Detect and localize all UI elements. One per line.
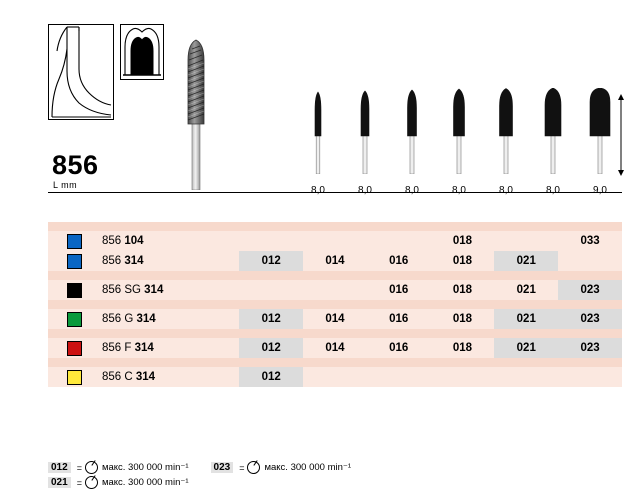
footnote-size-code: 023 [211, 462, 234, 473]
size-cell[interactable]: 021 [494, 251, 558, 271]
table-row[interactable] [48, 231, 622, 251]
bur-length-label: 8,0 [546, 185, 560, 196]
product-name-prefix: 856 SG [101, 284, 141, 296]
product-name-suffix: 314 [136, 313, 156, 325]
size-cell[interactable]: 018 [431, 280, 495, 300]
bur-length-label: 8,0 [405, 185, 419, 196]
product-name-prefix: 856 [101, 255, 122, 267]
table-row[interactable] [48, 309, 622, 329]
product-name-suffix: 314 [135, 371, 156, 383]
size-cell[interactable] [303, 280, 367, 300]
height-arrow [616, 94, 626, 176]
product-name-prefix: 856 [101, 235, 122, 247]
size-cell[interactable] [558, 367, 622, 387]
table-band [48, 271, 622, 280]
table-band [48, 358, 622, 367]
size-cell[interactable]: 014 [303, 338, 367, 358]
size-cell[interactable]: 016 [367, 338, 431, 358]
bur-shape-icon [400, 88, 424, 174]
table-row[interactable] [48, 367, 622, 387]
color-swatch-cell [48, 367, 102, 387]
table-row[interactable] [48, 338, 622, 358]
size-cell[interactable] [431, 367, 495, 387]
table-band [48, 329, 622, 338]
sizes-table [48, 222, 622, 387]
bur-variant [437, 88, 481, 174]
size-cell[interactable] [239, 231, 303, 251]
product-name-cell [102, 231, 239, 251]
size-cell[interactable] [494, 231, 558, 251]
crown-cross-section-drawing [121, 25, 163, 79]
table-band [48, 222, 622, 231]
product-name-cell [102, 367, 239, 387]
bur-size-strip [296, 86, 626, 196]
size-cell[interactable]: 018 [431, 309, 495, 329]
product-name-suffix: 314 [144, 284, 164, 296]
size-cell[interactable]: 012 [239, 367, 303, 387]
crown-cross-section-diagram [120, 24, 164, 80]
size-cell[interactable]: 012 [239, 251, 303, 271]
tooth-preparation-drawing [49, 25, 113, 119]
color-swatch-cell [48, 338, 102, 358]
size-cell[interactable]: 023 [558, 280, 622, 300]
footnote-row [48, 460, 622, 475]
footnote-speed-text: макс. 300 000 min⁻¹ [264, 462, 352, 473]
bur-variant [390, 88, 434, 174]
product-name-prefix: 856 C [101, 371, 133, 383]
footnote-row [48, 475, 622, 490]
bur-shape-icon [538, 88, 568, 174]
color-swatch-cell [48, 231, 102, 251]
grit-color-swatch [67, 283, 82, 298]
size-cell[interactable] [367, 367, 431, 387]
length-unit-label: L mm [53, 180, 78, 190]
footnote-size-code: 012 [48, 462, 71, 473]
grit-color-swatch [67, 341, 82, 356]
size-cell[interactable]: 018 [431, 338, 495, 358]
product-name-prefix: 856 F [101, 342, 132, 354]
grit-color-swatch [67, 370, 82, 385]
color-swatch-cell [48, 309, 102, 329]
size-cell[interactable]: 023 [558, 338, 622, 358]
main-bur-illustration [178, 38, 214, 190]
product-name-suffix: 314 [134, 342, 154, 354]
table-band [48, 300, 622, 309]
product-name-cell [102, 280, 239, 300]
size-cell[interactable]: 033 [558, 231, 622, 251]
illustration-area [0, 0, 634, 200]
page-title: 856 [52, 150, 99, 180]
size-cell[interactable] [303, 231, 367, 251]
table-row[interactable] [48, 251, 622, 271]
speed-limit-icon [247, 461, 260, 474]
color-swatch-cell [48, 280, 102, 300]
grit-color-swatch [67, 312, 82, 327]
footnote-speed-text: макс. 300 000 min⁻¹ [101, 462, 189, 473]
footnote-equals: = [239, 462, 245, 473]
size-cell[interactable]: 021 [494, 309, 558, 329]
size-cell[interactable] [239, 280, 303, 300]
footnotes [48, 460, 622, 490]
product-name-prefix: 856 G [101, 313, 134, 325]
bur-length-label: 8,0 [311, 185, 325, 196]
size-cell[interactable]: 014 [303, 251, 367, 271]
size-cell[interactable]: 023 [558, 309, 622, 329]
sizes-table-wrapper [48, 222, 622, 387]
footnote-equals: = [76, 462, 82, 473]
tooth-preparation-diagram [48, 24, 114, 120]
color-swatch-cell [48, 251, 102, 271]
height-arrow-icon [616, 94, 626, 176]
footnote-equals: = [76, 477, 82, 488]
product-name-cell [102, 338, 239, 358]
bur-shape-icon [307, 88, 329, 174]
bur-variant [296, 88, 340, 174]
grit-color-swatch [67, 254, 82, 269]
bur-variant [484, 88, 528, 174]
footnote-size-code: 021 [48, 477, 71, 488]
footnote-speed-text: макс. 300 000 min⁻¹ [101, 477, 189, 488]
bur-shape-icon [583, 88, 617, 174]
bur-shape-icon [492, 88, 520, 174]
bur-variant [531, 88, 575, 174]
size-cell[interactable]: 021 [494, 338, 558, 358]
product-name-cell [102, 251, 239, 271]
bur-length-label: 8,0 [452, 185, 466, 196]
product-name-cell [102, 309, 239, 329]
bur-shape-icon [353, 88, 377, 174]
speed-limit-icon [85, 476, 98, 489]
size-cell[interactable] [558, 251, 622, 271]
size-cell[interactable]: 012 [239, 338, 303, 358]
main-bur-drawing [178, 38, 214, 190]
speed-limit-icon [85, 461, 98, 474]
size-cell[interactable]: 016 [367, 280, 431, 300]
size-cell[interactable]: 016 [367, 251, 431, 271]
size-cell[interactable]: 012 [239, 309, 303, 329]
bur-variant [343, 88, 387, 174]
bur-length-label: 9,0 [593, 185, 607, 196]
size-cell[interactable]: 014 [303, 309, 367, 329]
bur-length-label: 8,0 [499, 185, 513, 196]
size-cell[interactable]: 018 [431, 231, 495, 251]
size-cell[interactable]: 016 [367, 309, 431, 329]
grit-color-swatch [67, 234, 82, 249]
size-cell[interactable] [367, 231, 431, 251]
product-name-suffix: 104 [124, 235, 144, 247]
size-cell[interactable] [303, 367, 367, 387]
bur-shape-icon [446, 88, 472, 174]
size-cell[interactable]: 018 [431, 251, 495, 271]
bur-length-label: 8,0 [358, 185, 372, 196]
table-row[interactable] [48, 280, 622, 300]
product-name-suffix: 314 [124, 255, 144, 267]
size-cell[interactable]: 021 [494, 280, 558, 300]
size-cell[interactable] [494, 367, 558, 387]
